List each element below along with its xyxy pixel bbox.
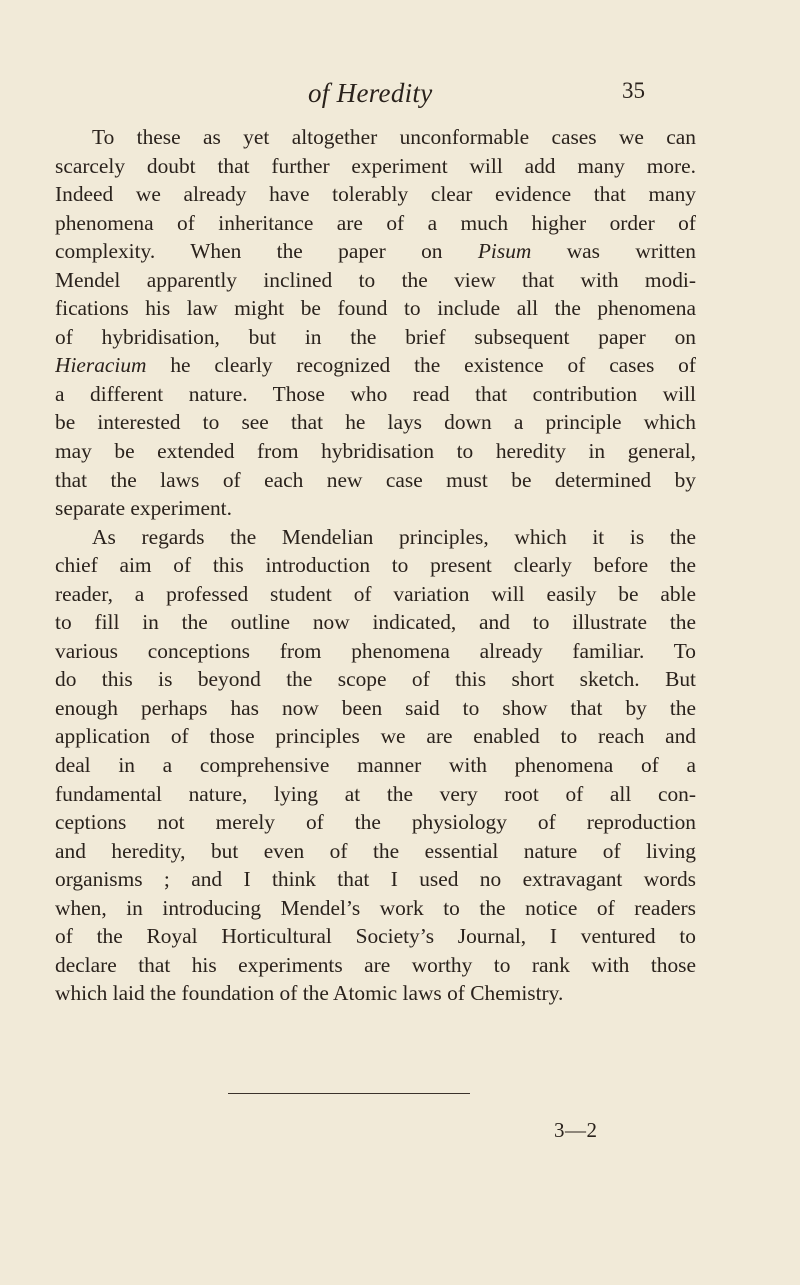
paragraph	[55, 123, 696, 523]
text-line	[55, 266, 696, 295]
text-segment: he clearly recognized the existence of cases of	[146, 353, 696, 378]
text-line	[55, 637, 696, 666]
text-line	[55, 751, 696, 780]
text-line	[55, 780, 696, 809]
text-line	[55, 123, 696, 152]
text-line	[55, 808, 696, 837]
text-line	[55, 209, 696, 238]
text-segment: various conceptions from phenomena already familiar. To	[55, 638, 696, 663]
text-line	[55, 865, 696, 894]
text-segment: a different nature. Those who read that contribution will	[55, 381, 696, 406]
text-segment: was written	[531, 239, 696, 264]
text-line	[55, 894, 696, 923]
text-line	[55, 294, 696, 323]
text-segment: may be extended from hybridisation to heredity in general,	[55, 439, 696, 464]
text-segment: fications his law might be found to include all the phenomena	[55, 296, 696, 321]
text-segment: of the Royal Horticultural Society’s Journal, I ventured to	[55, 924, 696, 949]
text-segment: separate experiment.	[55, 496, 232, 521]
text-line	[55, 722, 696, 751]
page-header	[40, 78, 760, 118]
text-segment: enough perhaps has now been said to show that by the	[55, 695, 696, 720]
text-segment: application of those principles we are enabled to reach and	[55, 724, 696, 749]
text-segment: which laid the foundation of the Atomic laws of Chemistry.	[55, 981, 564, 1006]
text-line	[55, 694, 696, 723]
text-segment: to fill in the outline now indicated, and to illustrate the	[55, 610, 696, 635]
text-line	[55, 665, 696, 694]
text-segment: scarcely doubt that further experiment will add many more.	[55, 153, 696, 178]
page-number: 35	[622, 78, 645, 103]
italic-term: Pisum	[477, 239, 532, 264]
text-line	[55, 437, 696, 466]
text-segment: ceptions not merely of the physiology of reproduction	[55, 810, 696, 835]
text-line	[55, 523, 696, 552]
text-segment: To these as yet altogether unconformable cases we can	[92, 125, 696, 149]
text-line	[55, 237, 696, 266]
text-segment: that the laws of each new case must be determined by	[55, 467, 696, 492]
text-segment: of hybridisation, but in the brief subsequent paper on	[55, 324, 696, 349]
text-segment: reader, a professed student of variation will easily be able	[55, 581, 696, 606]
text-segment: declare that his experiments are worthy to rank with those	[55, 952, 696, 977]
text-line	[55, 837, 696, 866]
paragraph	[55, 523, 696, 1008]
text-segment: Indeed we already have tolerably clear evidence that many	[55, 182, 696, 207]
text-line	[55, 608, 696, 637]
text-segment: organisms ; and I think that I used no extravagant words	[55, 867, 696, 892]
text-line	[55, 922, 696, 951]
body-text	[55, 123, 696, 1008]
italic-term: Hieracium	[55, 353, 147, 378]
text-line	[55, 323, 696, 352]
text-segment: chief aim of this introduction to present clearly before the	[55, 553, 696, 578]
text-segment: complexity. When the paper on	[55, 239, 478, 264]
footer-rule	[228, 1093, 470, 1094]
text-line	[55, 351, 696, 380]
text-line	[55, 580, 696, 609]
text-line	[55, 152, 696, 181]
text-line	[55, 979, 696, 1008]
text-segment: fundamental nature, lying at the very root of all con-	[55, 781, 696, 806]
text-segment: As regards the Mendelian principles, which it is the	[92, 524, 696, 549]
text-line	[55, 494, 696, 523]
text-segment: and heredity, but even of the essential nature of living	[55, 838, 696, 863]
text-segment: deal in a comprehensive manner with phenomena of a	[55, 753, 696, 778]
text-segment: phenomena of inheritance are of a much higher order of	[55, 210, 696, 235]
signature-mark: 3—2	[554, 1118, 598, 1142]
text-line	[55, 408, 696, 437]
text-line	[55, 380, 696, 409]
text-line	[55, 951, 696, 980]
text-segment: be interested to see that he lays down a principle which	[55, 410, 696, 435]
text-segment: when, in introducing Mendel’s work to the notice of readers	[55, 895, 696, 920]
text-line	[55, 180, 696, 209]
text-line	[55, 466, 696, 495]
text-line	[55, 551, 696, 580]
text-segment: do this is beyond the scope of this short sketch. But	[55, 667, 696, 692]
text-segment: Mendel apparently inclined to the view that with modi-	[55, 267, 696, 292]
running-title: of Heredity	[308, 78, 433, 108]
